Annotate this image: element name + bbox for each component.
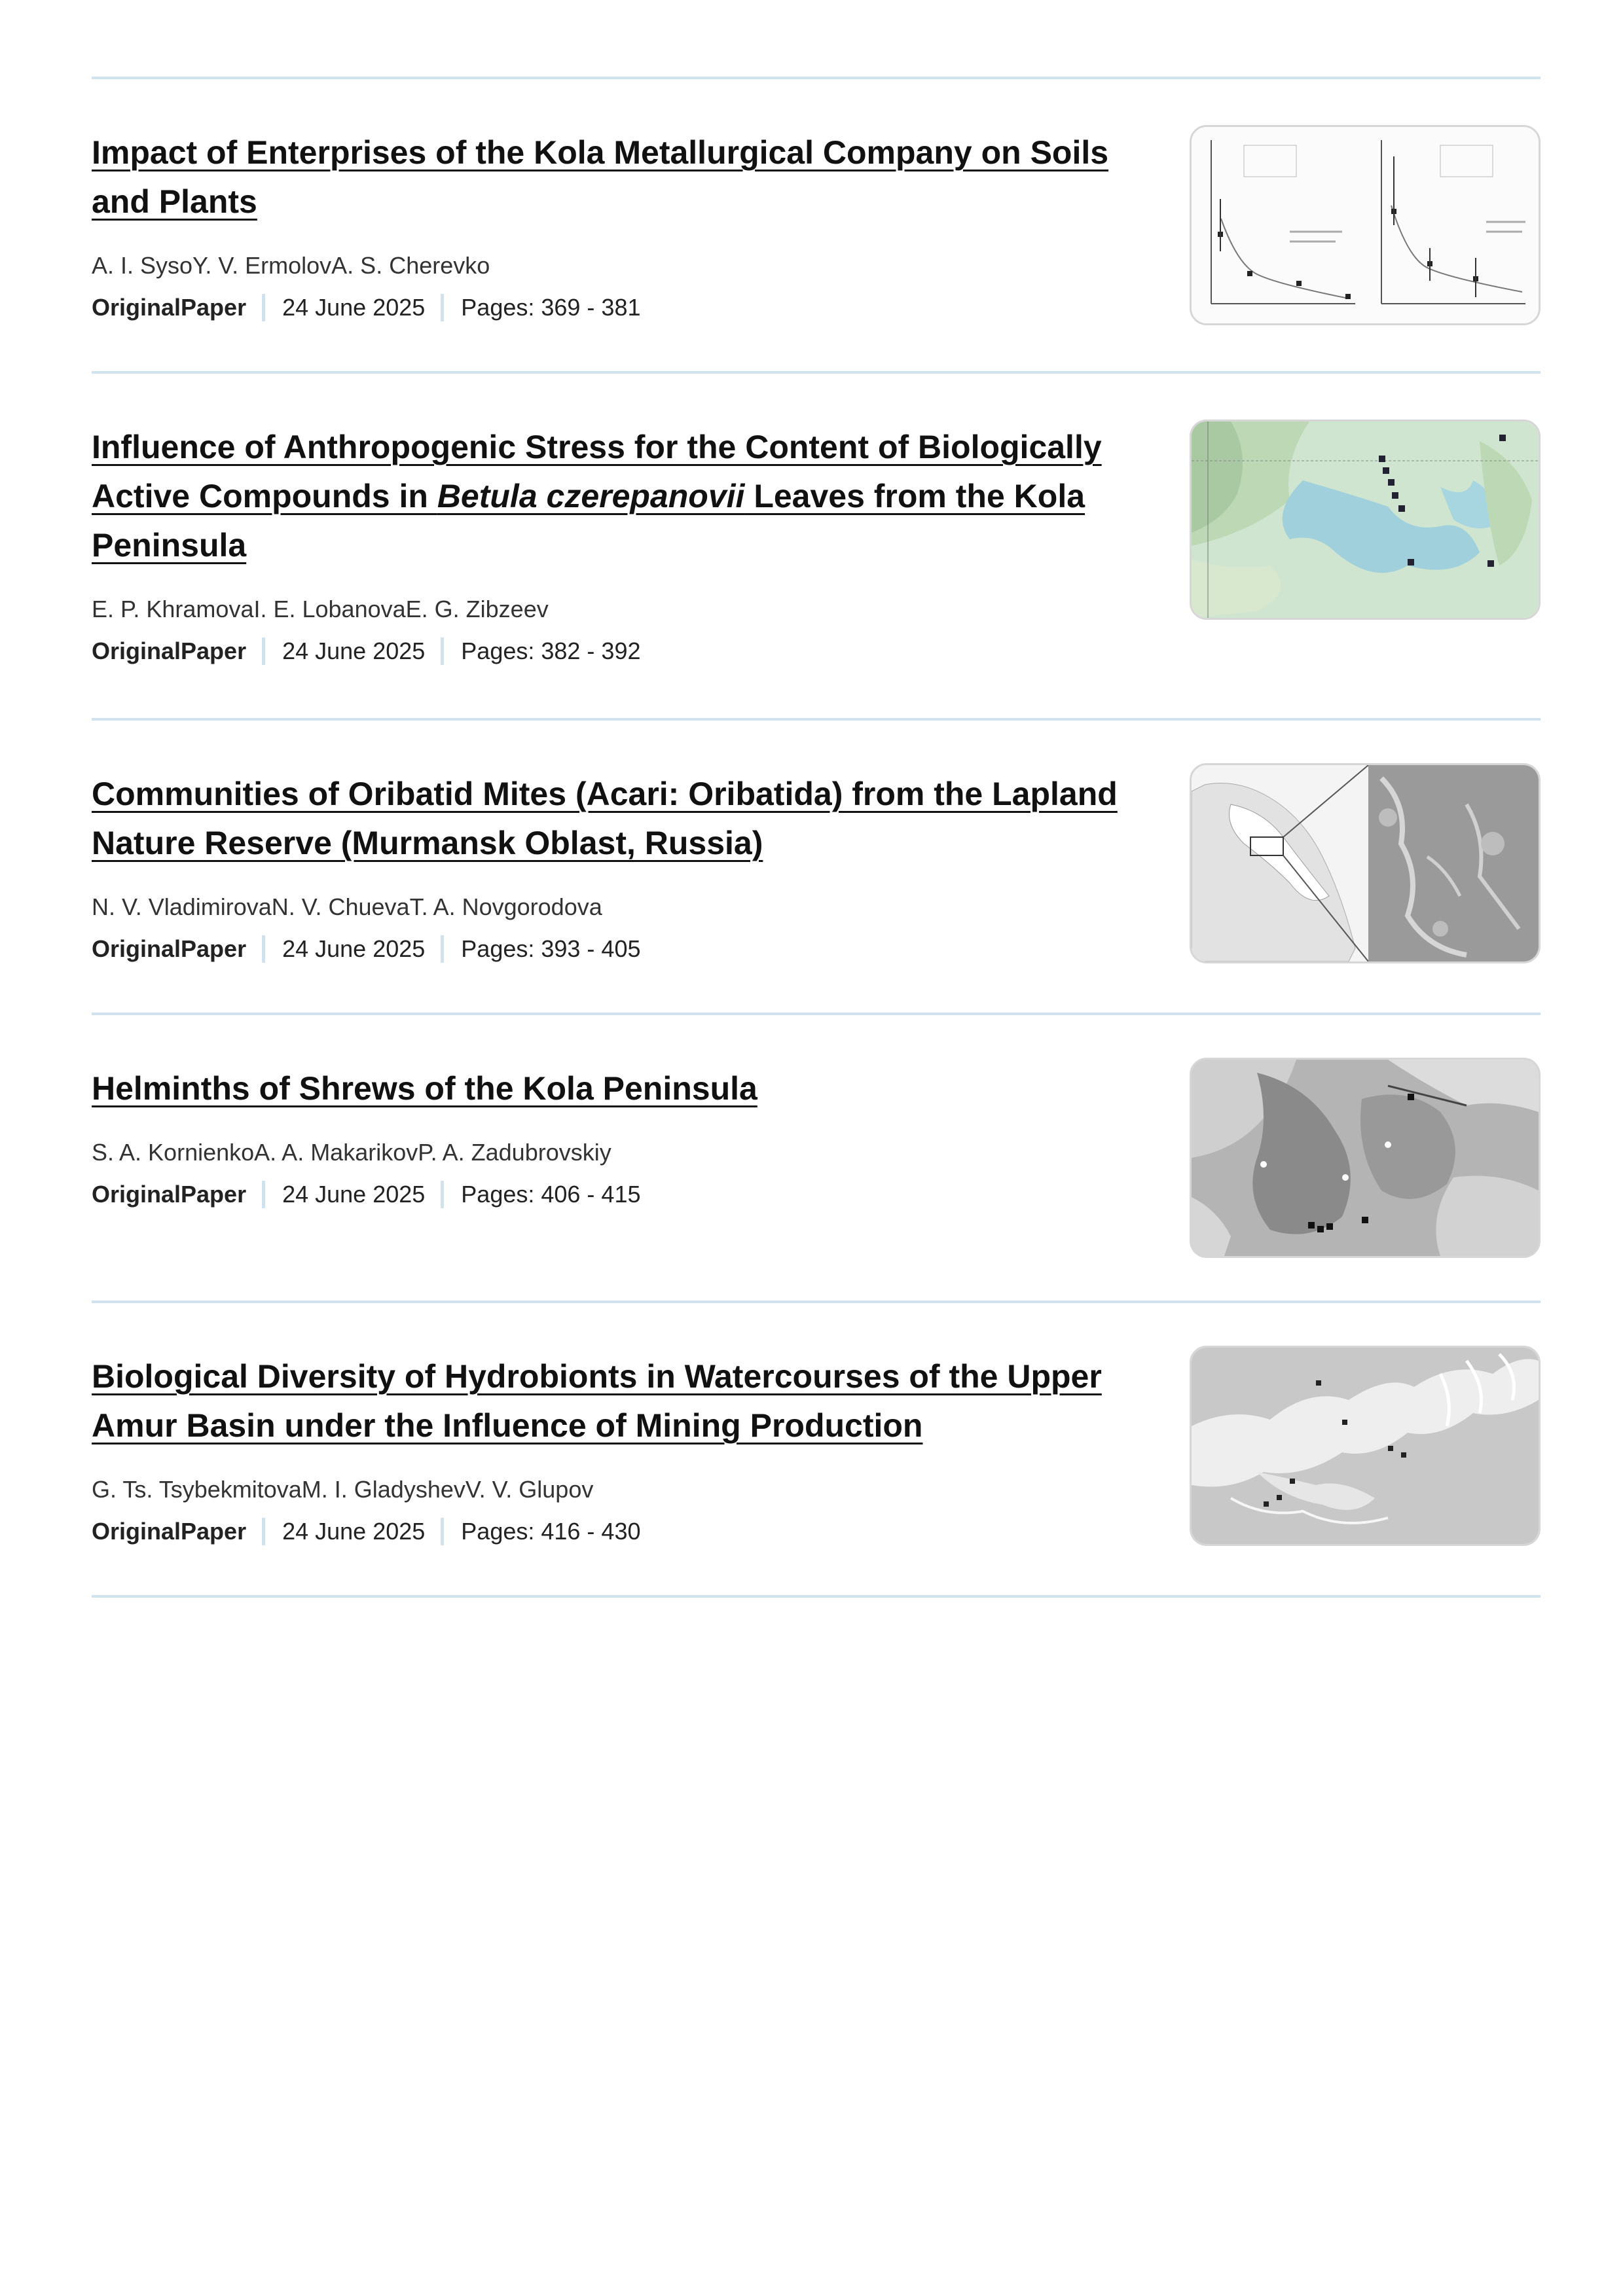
- article-thumbnail[interactable]: [1190, 763, 1541, 963]
- meta-divider: [262, 1181, 265, 1208]
- article-date: 24 June 2025: [282, 637, 426, 664]
- article-title-link[interactable]: Helminths of Shrews of the Kola Peninsula: [92, 1070, 757, 1107]
- meta-divider: [441, 294, 444, 321]
- article-date: 24 June 2025: [282, 1518, 426, 1545]
- article-pages: Pages: 393 - 405: [461, 935, 641, 962]
- color-map-thumbnail: [1192, 422, 1539, 618]
- article-type: OriginalPaper: [92, 1518, 247, 1545]
- article-type: OriginalPaper: [92, 294, 247, 321]
- article-item: [92, 1303, 1541, 1595]
- article-item: [92, 1015, 1541, 1300]
- article-title-link[interactable]: Biological Diversity of Hydrobionts in Watercourses of the Upper Amur Basin under the Influence of Mining Production: [92, 1358, 1102, 1444]
- article-title-link[interactable]: Communities of Oribatid Mites (Acari: Oribatida) from the Lapland Nature Reserve (Murmansk Oblast, Russia): [92, 776, 1118, 861]
- article-title-link[interactable]: [92, 429, 1102, 564]
- article-list: [92, 77, 1541, 1598]
- article-item: [92, 374, 1541, 718]
- article-item: [92, 79, 1541, 371]
- article-meta: [92, 1180, 1133, 1209]
- divider: [92, 1595, 1541, 1598]
- article-type: OriginalPaper: [92, 935, 247, 962]
- line-chart-thumbnail: [1192, 127, 1539, 323]
- meta-divider: [441, 1518, 444, 1545]
- article-pages: Pages: 416 - 430: [461, 1518, 641, 1545]
- article-item: [92, 721, 1541, 1013]
- article-thumbnail[interactable]: [1190, 420, 1541, 620]
- article-thumbnail[interactable]: [1190, 125, 1541, 325]
- article-meta: [92, 935, 1133, 963]
- article-authors: N. V. VladimirovaN. V. ChuevaT. A. Novgorodova: [92, 893, 602, 920]
- article-authors: S. A. KornienkoA. A. MakarikovP. A. Zadubrovskiy: [92, 1139, 611, 1166]
- meta-divider: [441, 637, 444, 665]
- article-meta: [92, 637, 1133, 666]
- article-text: [92, 79, 1133, 322]
- meta-divider: [262, 294, 265, 321]
- title-part: Leaves from the Kola Peninsula: [92, 478, 1085, 564]
- article-pages: Pages: 406 - 415: [461, 1181, 641, 1208]
- meta-divider: [262, 637, 265, 665]
- inset-map-thumbnail: [1192, 765, 1539, 961]
- article-type: OriginalPaper: [92, 637, 247, 664]
- article-meta: [92, 1517, 1133, 1546]
- meta-divider: [262, 935, 265, 963]
- title-part: Influence of Anthropogenic Stress for the Content of Biologically Active Compounds in: [92, 429, 1102, 514]
- meta-divider: [441, 1181, 444, 1208]
- article-text: [92, 374, 1133, 666]
- meta-divider: [262, 1518, 265, 1545]
- article-date: 24 June 2025: [282, 1181, 426, 1208]
- species-name: Betula czerepanovii: [437, 478, 745, 514]
- article-pages: Pages: 382 - 392: [461, 637, 641, 664]
- article-date: 24 June 2025: [282, 935, 426, 962]
- article-pages: Pages: 369 - 381: [461, 294, 641, 321]
- article-text: [92, 1303, 1133, 1546]
- article-text: [92, 1015, 1133, 1209]
- article-thumbnail[interactable]: [1190, 1058, 1541, 1258]
- article-authors: G. Ts. TsybekmitovaM. I. GladyshevV. V. Glupov: [92, 1476, 594, 1503]
- article-thumbnail[interactable]: [1190, 1346, 1541, 1546]
- article-authors: A. I. SysoY. V. ErmolovA. S. Cherevko: [92, 252, 490, 279]
- article-title-link[interactable]: Impact of Enterprises of the Kola Metallurgical Company on Soils and Plants: [92, 134, 1109, 220]
- article-type: OriginalPaper: [92, 1181, 247, 1208]
- article-date: 24 June 2025: [282, 294, 426, 321]
- article-meta: [92, 293, 1133, 322]
- article-authors: E. P. KhramovaI. E. LobanovaE. G. Zibzeev: [92, 596, 549, 622]
- gray-map-thumbnail: [1192, 1060, 1539, 1256]
- river-map-thumbnail: [1192, 1348, 1539, 1544]
- meta-divider: [441, 935, 444, 963]
- article-text: [92, 721, 1133, 963]
